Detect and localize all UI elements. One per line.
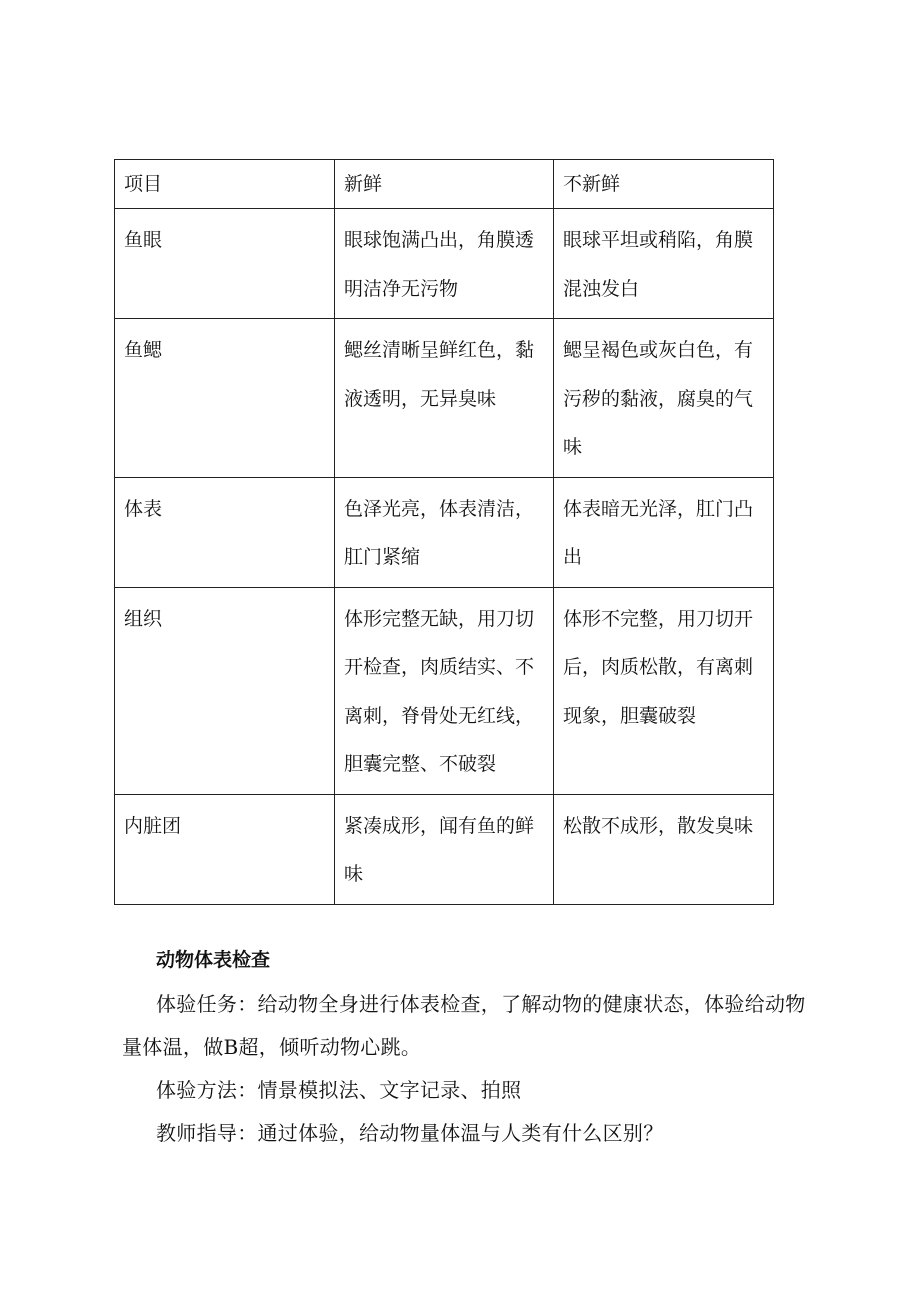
animal-exam-section xyxy=(122,942,812,1155)
header-item: 项目 xyxy=(115,160,335,209)
row-fresh: 紧凑成形，闻有鱼的鲜味 xyxy=(335,794,554,904)
section-title: 动物体表检查 xyxy=(156,949,271,971)
row-fresh: 色泽光亮，体表清洁，肛门紧缩 xyxy=(335,477,554,587)
table-row xyxy=(115,587,774,794)
task-paragraph: 体验任务：给动物全身进行体表检查，了解动物的健康状态，体验给动物量体温，做B超，倾听动物心跳。 xyxy=(122,992,806,1059)
row-item: 内脏团 xyxy=(115,794,335,904)
row-stale: 鳃呈褐色或灰白色，有污秽的黏液，腐臭的气味 xyxy=(554,319,774,478)
table-header-row xyxy=(115,160,774,209)
row-item: 体表 xyxy=(115,477,335,587)
table-row xyxy=(115,477,774,587)
row-stale: 松散不成形，散发臭味 xyxy=(554,794,774,904)
row-stale: 体表暗无光泽，肛门凸出 xyxy=(554,477,774,587)
row-item: 组织 xyxy=(115,587,335,794)
header-fresh: 新鲜 xyxy=(335,160,554,209)
method-paragraph: 体验方法：情景模拟法、文字记录、拍照 xyxy=(156,1078,522,1102)
row-stale: 眼球平坦或稍陷，角膜混浊发白 xyxy=(554,209,774,319)
row-item: 鱼眼 xyxy=(115,209,335,319)
row-fresh: 眼球饱满凸出，角膜透明洁净无污物 xyxy=(335,209,554,319)
row-stale: 体形不完整，用刀切开后，肉质松散，有离刺现象，胆囊破裂 xyxy=(554,587,774,794)
row-fresh: 体形完整无缺，用刀切开检查，肉质结实、不离刺，脊骨处无红线，胆囊完整、不破裂 xyxy=(335,587,554,794)
fish-freshness-table xyxy=(114,159,774,905)
header-stale: 不新鲜 xyxy=(554,160,774,209)
table-row xyxy=(115,794,774,904)
guidance-paragraph: 教师指导：通过体验，给动物量体温与人类有什么区别？ xyxy=(156,1121,664,1145)
table-row xyxy=(115,209,774,319)
table-row xyxy=(115,319,774,478)
row-fresh: 鳃丝清晰呈鲜红色，黏液透明，无异臭味 xyxy=(335,319,554,478)
row-item: 鱼鳃 xyxy=(115,319,335,478)
